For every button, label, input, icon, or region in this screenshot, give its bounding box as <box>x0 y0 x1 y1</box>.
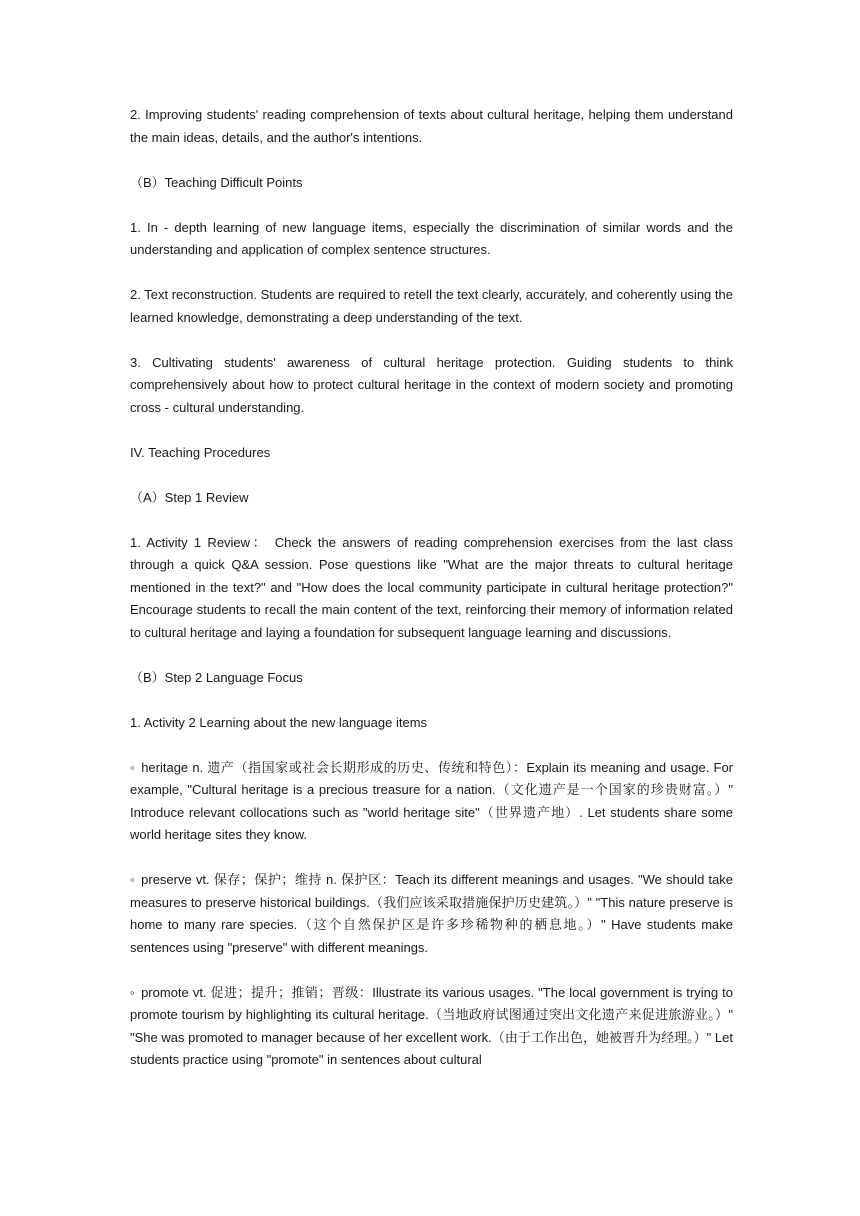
bullet-icon: ◦ <box>130 984 136 1000</box>
paragraph-difficult-3: 3. Cultivating students' awareness of cultural heritage protection. Guiding students to think comprehensively about how to protect cultural heritage in the context of modern society and promoting cross - cultural understanding. <box>130 354 733 415</box>
list-item-text: heritage n. 遗产（指国家或社会长期形成的历史、传统和特色）：Explain its meaning and usage. For example, "Cultural heritage is a precious treasure for a nation.（文化遗产是一个国家的珍贵财富。）" Introduce relevant collocations such as "world heritage site"（世界遗产地）. Let students share some world heritage sites they know. <box>130 759 734 842</box>
paragraph-difficult-2: 2. Text reconstruction. Students are required to retell the text clearly, accurately, and coherently using the learned knowledge, demonstrating a deep understanding of the text. <box>130 287 733 325</box>
paragraph-activity-1: 1. Activity 1 Review： Check the answers of reading comprehension exercises from the last class through a quick Q&A session. Pose questions like "What are the major threats to cultural heritage mentioned in the text?" and "How does the local community participate in cultural heritage protection?" Encourage students to recall the main content of the text, reinforcing their memory of information related to cultural heritage and laying a foundation for subsequent language learning and discussions. <box>130 534 733 640</box>
list-item-promote <box>130 982 733 1072</box>
bullet-icon: ◦ <box>130 759 136 775</box>
heading-step-2-language-focus: （B）Step 2 Language Focus <box>130 669 303 685</box>
heading-teaching-procedures: IV. Teaching Procedures <box>130 444 271 460</box>
bullet-icon: ◦ <box>130 872 136 887</box>
list-item-heritage <box>130 757 733 847</box>
paragraph-objective-2: 2. Improving students' reading comprehension of texts about cultural heritage, helping them understand the main ideas, details, and the author's intentions. <box>130 107 733 145</box>
heading-difficult-points: （B）Teaching Difficult Points <box>130 174 303 190</box>
list-item-text: promote vt. 促进；提升；推销；晋级：Illustrate its various usages. "The local government is trying to promote tourism by highlighting its cultural heritage.（当地政府试图通过突出文化遗产来促进旅游业。）" "She was promoted to manager because of her excellent work.（由于工作出色，她被晋升为经理。）" Let students practice using "promote" in sentences about cultural <box>130 984 733 1067</box>
paragraph-activity-2: 1. Activity 2 Learning about the new language items <box>130 714 428 730</box>
list-item-preserve <box>130 869 733 959</box>
paragraph-difficult-1: 1. In - depth learning of new language items, especially the discrimination of similar words and the understanding and application of complex sentence structures. <box>130 219 733 257</box>
heading-step-1-review: （A）Step 1 Review <box>130 489 249 505</box>
list-item-text: preserve vt. 保存；保护；维持 n. 保护区：Teach its different meanings and usages. "We should take measures to preserve historical buildings.（我们应该采取措施保护历史建筑。）" "This nature preserve is home to many rare species.（这个自然保护区是许多珍稀物种的栖息地。）" Have students make sentences using "preserve" with different meanings. <box>130 872 734 955</box>
document-page <box>130 104 733 1094</box>
